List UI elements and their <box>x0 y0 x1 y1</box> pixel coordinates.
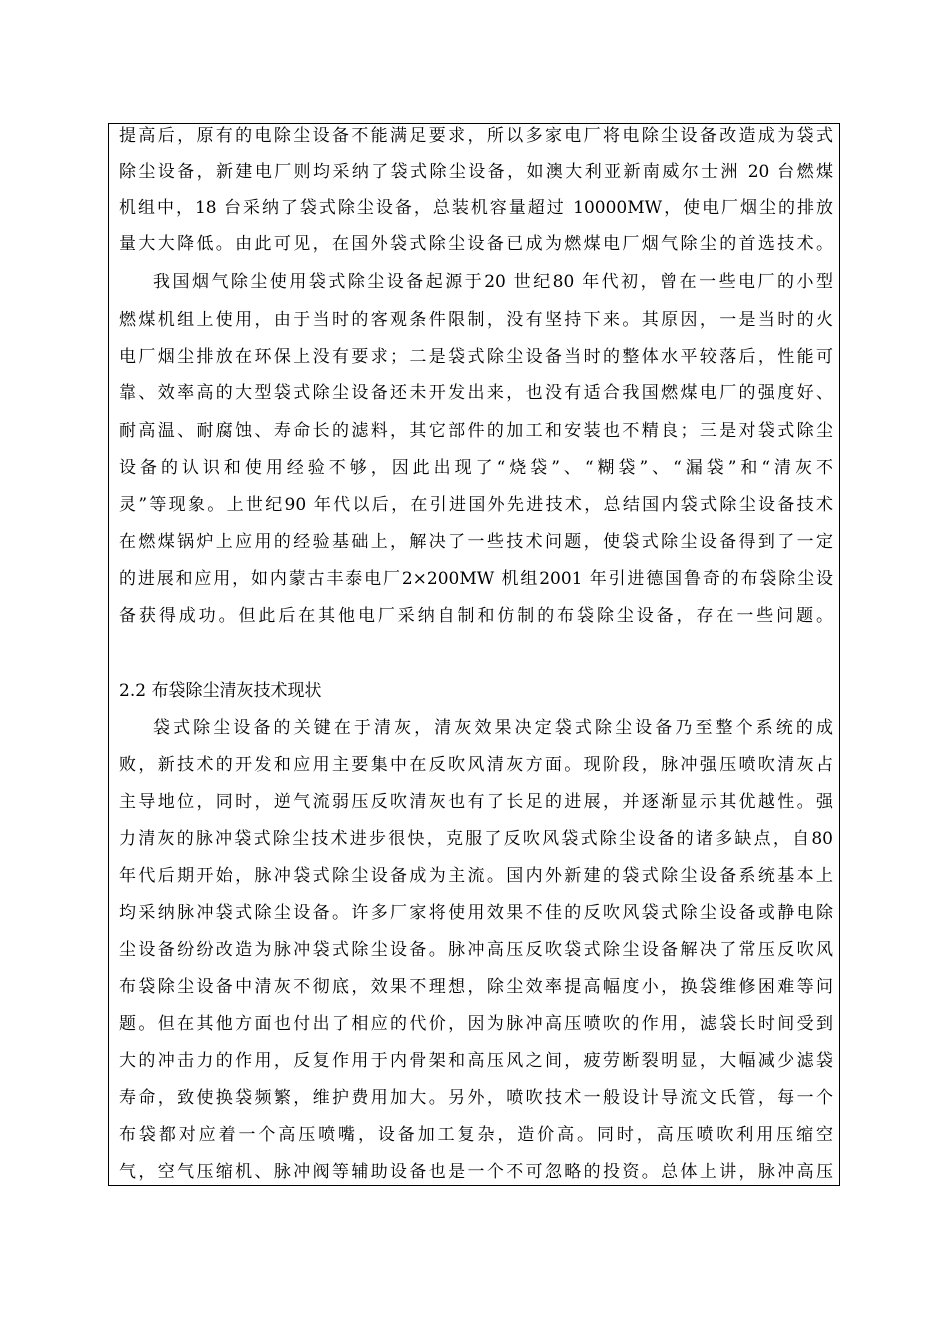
paragraph-line: 尘设备纷纷改造为脉冲袋式除尘设备。脉冲高压反吹袋式除尘设备解决了常压反吹风 <box>119 940 833 960</box>
paragraph-line: 题。但在其他方面也付出了相应的代价，因为脉冲高压喷吹的作用，滤袋长时间受到 <box>119 1014 833 1034</box>
paragraph-line: 灵”等现象。上世纪90 年代以后，在引进国外先进技术，总结国内袋式除尘设备技术 <box>119 495 833 515</box>
paragraph-line: 寿命，致使换袋频繁，维护费用加大。另外，喷吹技术一般设计导流文氏管，每一个 <box>119 1088 833 1108</box>
paragraph-line: 年代后期开始，脉冲袋式除尘设备成为主流。国内外新建的袋式除尘设备系统基本上 <box>119 866 833 886</box>
paragraph-line: 大的冲击力的作用，反复作用于内骨架和高压风之间，疲劳断裂明显，大幅减少滤袋 <box>119 1051 833 1071</box>
paragraph-line: 布袋都对应着一个高压喷嘴，设备加工复杂，造价高。同时，高压喷吹利用压缩空 <box>119 1125 833 1145</box>
paragraph-line: 在燃煤锅炉上应用的经验基础上，解决了一些技术问题，使袋式除尘设备得到了一定 <box>119 532 833 552</box>
paragraph-line: 耐高温、耐腐蚀、寿命长的滤料，其它部件的加工和安装也不精良；三是对袋式除尘 <box>119 421 833 441</box>
paragraph-line: 机组中，18 台采纳了袋式除尘设备，总装机容量超过 10000MW，使电厂烟尘的排放 <box>119 198 833 218</box>
paragraph-line: 败，新技术的开发和应用主要集中在反吹风清灰方面。现阶段，脉冲强压喷吹清灰占 <box>119 755 833 775</box>
paragraph-line: 布袋除尘设备中清灰不彻底，效果不理想，除尘效率提高幅度小，换袋维修困难等问 <box>119 977 833 997</box>
paragraph-line: 除尘设备，新建电厂则均采纳了袋式除尘设备，如澳大利亚新南威尔士洲 20 台燃煤 <box>119 162 833 182</box>
paragraph-line: 量大大降低。由此可见，在国外袋式除尘设备已成为燃煤电厂烟气除尘的首选技术。 <box>119 234 833 254</box>
paragraph-line: 气，空气压缩机、脉冲阀等辅助设备也是一个不可忽略的投资。总体上讲，脉冲高压 <box>119 1162 833 1182</box>
paragraph-line: 提高后，原有的电除尘设备不能满足要求，所以多家电厂将电除尘设备改造成为袋式 <box>119 126 833 146</box>
paragraph-line: 电厂烟尘排放在环保上没有要求；二是袋式除尘设备当时的整体水平较落后，性能可 <box>119 347 833 367</box>
document-frame <box>108 123 840 1186</box>
paragraph-line: 袋式除尘设备的关键在于清灰，清灰效果决定袋式除尘设备乃至整个系统的成 <box>153 718 833 738</box>
paragraph-line: 的进展和应用，如内蒙古丰泰电厂2×200MW 机组2001 年引进德国鲁奇的布袋除尘设 <box>119 569 833 589</box>
paragraph-line: 均采纳脉冲袋式除尘设备。许多厂家将使用效果不佳的反吹风袋式除尘设备或静电除 <box>119 903 833 923</box>
paragraph-line: 主导地位，同时，逆气流弱压反吹清灰也有了长足的进展，并逐渐显示其优越性。强 <box>119 792 833 812</box>
paragraph-line: 力清灰的脉冲袋式除尘技术进步很快，克服了反吹风袋式除尘设备的诸多缺点，自80 <box>119 829 833 849</box>
paragraph-line: 设备的认识和使用经验不够，因此出现了“烧袋”、“糊袋”、“漏袋”和“清灰不 <box>119 458 833 478</box>
paragraph-line: 燃煤机组上使用，由于当时的客观条件限制，没有坚持下来。其原因，一是当时的火 <box>119 310 833 330</box>
paragraph-line: 我国烟气除尘使用袋式除尘设备起源于20 世纪80 年代初，曾在一些电厂的小型 <box>153 272 833 292</box>
section-heading: 2.2 布袋除尘清灰技术现状 <box>119 681 322 701</box>
paragraph-line: 靠、效率高的大型袋式除尘设备还未开发出来，也没有适合我国燃煤电厂的强度好、 <box>119 383 833 403</box>
paragraph-line: 备获得成功。但此后在其他电厂采纳自制和仿制的布袋除尘设备，存在一些问题。 <box>119 606 833 626</box>
